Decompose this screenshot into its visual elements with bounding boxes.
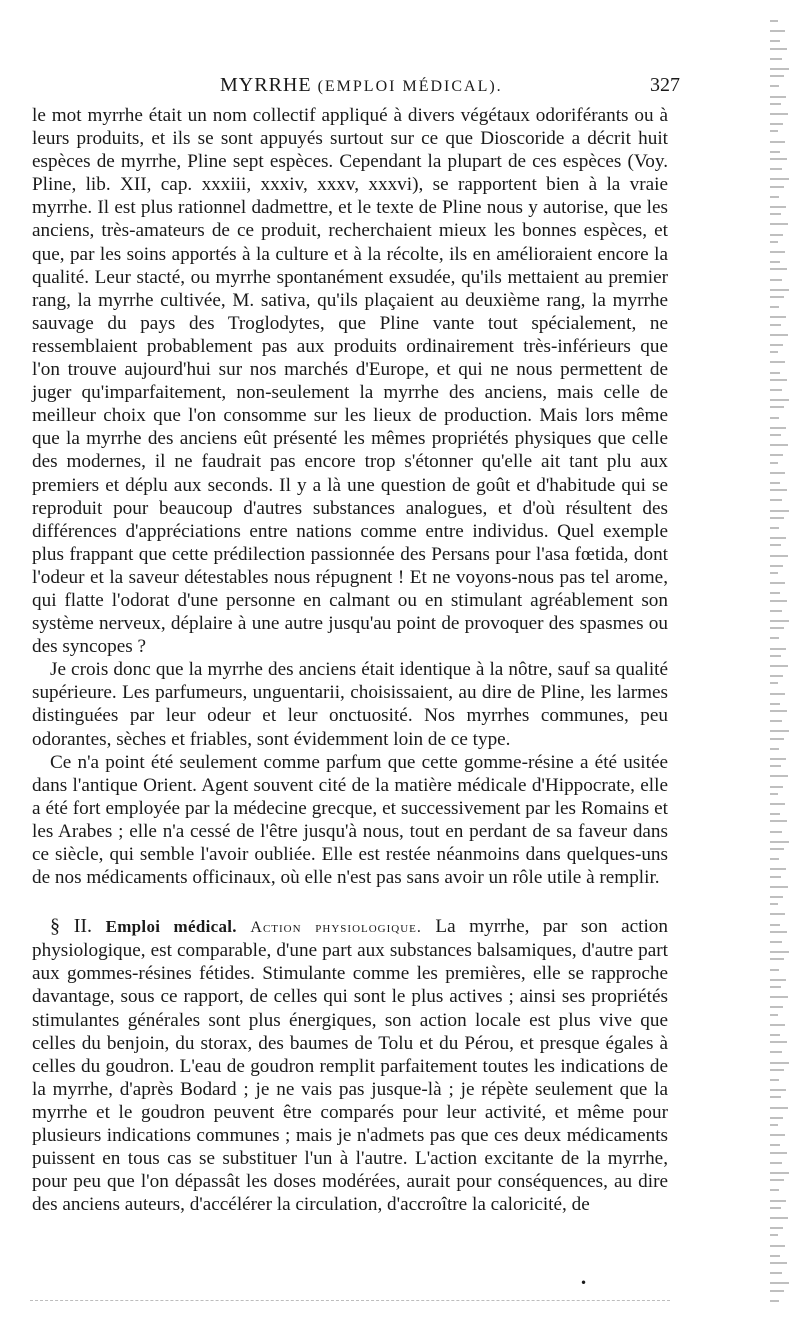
scan-tick <box>770 665 788 667</box>
scan-tick <box>770 858 779 860</box>
scan-tick <box>770 996 788 998</box>
scan-tick <box>770 537 786 539</box>
scan-tick <box>770 765 781 767</box>
scan-tick <box>770 389 782 391</box>
scan-tick <box>770 1262 787 1264</box>
scan-tick <box>770 592 780 594</box>
scan-tick <box>770 1179 784 1181</box>
scan-tick <box>770 565 783 567</box>
scan-tick <box>770 261 780 263</box>
scan-tick <box>770 793 778 795</box>
scan-tick <box>770 1290 784 1292</box>
scan-tick <box>770 1207 781 1209</box>
scan-tick <box>770 223 788 225</box>
scan-tick <box>770 555 788 557</box>
scan-tick <box>770 958 784 960</box>
scan-tick <box>770 1162 782 1164</box>
scan-tick <box>770 951 789 953</box>
scan-tick <box>770 903 778 905</box>
scan-tick <box>770 289 789 291</box>
scan-tick <box>770 1089 786 1091</box>
scan-tick <box>770 637 779 639</box>
scan-tick <box>770 510 789 512</box>
scan-tick <box>770 675 783 677</box>
scan-tick <box>770 730 789 732</box>
scan-bottom-line <box>30 1300 670 1303</box>
scan-tick <box>770 1300 779 1302</box>
scan-tick <box>770 1282 789 1284</box>
running-title <box>220 74 503 97</box>
scan-tick <box>770 48 787 50</box>
section-mark: § II. <box>50 915 93 938</box>
scan-tick <box>770 941 782 943</box>
scan-tick <box>770 703 780 705</box>
scan-tick <box>770 379 787 381</box>
scan-tick <box>770 1124 778 1126</box>
scan-tick <box>770 20 778 22</box>
scan-tick <box>770 351 778 353</box>
scan-tick <box>770 96 786 98</box>
scan-tick <box>770 296 784 298</box>
scan-tick <box>770 427 786 429</box>
scan-tick <box>770 306 779 308</box>
scan-tick <box>770 572 778 574</box>
scan-tick <box>770 868 786 870</box>
scan-tick <box>770 58 782 60</box>
page-number: 327 <box>650 74 680 96</box>
scan-tick <box>770 241 778 243</box>
scan-tick <box>770 324 781 326</box>
scan-tick <box>770 648 786 650</box>
scan-tick <box>770 1144 780 1146</box>
scan-tick <box>770 720 782 722</box>
scan-tick <box>770 316 786 318</box>
scan-tick <box>770 841 789 843</box>
scan-tick <box>770 803 785 805</box>
scan-tick <box>770 489 787 491</box>
scan-tick <box>770 103 781 105</box>
scan-tick <box>770 527 779 529</box>
footer-mark: • <box>580 1276 588 1290</box>
scan-tick <box>770 786 783 788</box>
scan-tick <box>770 876 781 878</box>
scan-tick <box>770 151 780 153</box>
running-title-main: MYRRHE <box>220 74 312 96</box>
scan-tick <box>770 896 783 898</box>
scan-tick <box>770 610 782 612</box>
scan-tick <box>770 1200 786 1202</box>
scan-tick <box>770 40 780 42</box>
scan-tick <box>770 206 786 208</box>
scan-tick <box>770 1234 778 1236</box>
scan-tick <box>770 913 785 915</box>
scan-tick <box>770 85 779 87</box>
section-title: Emploi médical. <box>105 917 237 937</box>
paragraph-3: Ce n'a point été seulement comme parfum que cette gomme-résine a été usitée dans l'antique Orient. Agent souvent cité de la matière médicale d'Hippocrate, elle a été fort employée par la médecine grecque, et successivement par les Romains et les Arabes ; elle n'a cessé de l'être jusqu'à nous, tout en perdant de sa faveur dans ce siècle, qui semble l'avoir oubliée. Elle est restée néanmoins dans quelques-uns de nos médicaments officinaux, où elle n'est pas sans avoir un rôle utile à remplir. <box>32 751 668 889</box>
scan-tick <box>770 1069 784 1071</box>
scan-tick <box>770 454 783 456</box>
running-title-paren: (EMPLOI MÉDICAL). <box>317 78 503 95</box>
scan-tick <box>770 158 787 160</box>
scan-tick <box>770 123 783 125</box>
scan-tick <box>770 399 789 401</box>
scan-tick <box>770 251 785 253</box>
scan-tick <box>770 1006 783 1008</box>
scan-tick <box>770 1034 780 1036</box>
scan-tick <box>770 1217 788 1219</box>
scan-tick <box>770 1245 785 1247</box>
scan-tick <box>770 1062 789 1064</box>
scan-tick <box>770 1272 782 1274</box>
scan-tick <box>770 417 779 419</box>
scan-tick <box>770 1227 783 1229</box>
scan-tick <box>770 582 785 584</box>
scan-tick <box>770 813 780 815</box>
scan-tick <box>770 544 781 546</box>
scan-tick <box>770 710 787 712</box>
scan-tick <box>770 499 782 501</box>
scan-tick <box>770 1079 779 1081</box>
paragraph-2: Je crois donc que la myrrhe des anciens était identique à la nôtre, sauf sa qualité supérieure. Les parfumeurs, unguentarii, choisissaient, au dire de Pline, les larmes distinguées par leur odeur et leur onctuosité. Nos myrrhes communes, peu odorantes, sèches et friables, sont évidemment loin de ce type. <box>32 659 668 750</box>
scan-tick <box>770 931 787 933</box>
scan-tick <box>770 196 779 198</box>
scan-tick <box>770 406 784 408</box>
scan-tick <box>770 758 786 760</box>
scan-margin-strip <box>766 20 792 1310</box>
scan-tick <box>770 693 785 695</box>
scan-tick <box>770 1014 778 1016</box>
scan-tick <box>770 986 781 988</box>
section-subtitle: Action physiologique. <box>250 919 422 937</box>
scan-tick <box>770 1096 781 1098</box>
scan-tick <box>770 130 778 132</box>
scan-tick <box>770 279 782 281</box>
scan-tick <box>770 234 783 236</box>
scan-tick <box>770 361 785 363</box>
scan-tick <box>770 1172 789 1174</box>
scan-tick <box>770 682 778 684</box>
scan-tick <box>770 141 785 143</box>
scan-tick <box>770 186 784 188</box>
scan-tick <box>770 1255 780 1257</box>
scan-tick <box>770 334 788 336</box>
scan-tick <box>770 434 781 436</box>
paragraph-1: le mot myrrhe était un nom collectif appliqué à divers végétaux odoriférants ou à leurs produits, et ils se sont appuyés surtout sur ce que Dioscoride a décrit huit espèces de myrrhe, Pline sept espèces. Cependant la plupart de ces espèces (Voy. Pline, lib. XII, cap. xxxiii, xxxiv, xxxv, xxxvi), se rapportent bien à la vraie myrrhe. Il est plus rationnel dadmettre, et le texte de Pline nous y autorise, que les anciens, très-amateurs de ce produit, recherchaient mieux les bonnes espèces, et que, par les soins apportés à la culture et à la récolte, ils en amélioraient encore la qualité. Leur stacté, ou myrrhe spontanément exsudée, qu'ils mettaient au premier rang, la myrrhe cultivée, M. sativa, qu'ils plaçaient au deuxième rang, la myrrhe sauvage du pays des Troglodytes, que Pline vante tout spécialement, ne ressemblaient probablement pas aux produits ordinairement très-inférieurs que l'on trouve aujourd'hui sur nos marchés d'Europe, et qui ne nous permettent de juger qu'imparfaitement, non-seulement la myrrhe des anciens, mais celle de meilleur choix que l'on consomme sur les lieux de production. Mais lors même que la myrrhe des anciens eût présenté les mêmes propriétés physiques que celle des modernes, il ne faudrait pas encore trop s'étonner qu'elle ait tant plu aux premiers et déplu aux seconds. Il y a là une question de goût et d'habitude qui se reproduit pour beaucoup d'autres substances analogues, et d'où résultent des différences d'appréciations entre nations comme entre individus. Quel exemple plus frappant que cette prédilection passionnée des Persans pour l'asa fœtida, dont l'odeur et la saveur détestables nous répugnent ! Et ne voyons-nous pas tel arome, qui flatte l'odorat d'une personne en calmant ou en stimulant agréablement son système nerveux, déplaire à une autre jusqu'au point de provoquer des spasmes ou des syncopes ? <box>32 105 668 658</box>
scan-tick <box>770 886 788 888</box>
scan-tick <box>770 268 787 270</box>
scan-tick <box>770 627 784 629</box>
scan-tick <box>770 1051 782 1053</box>
scan-tick <box>770 748 779 750</box>
scan-tick <box>770 1134 785 1136</box>
scan-tick <box>770 924 780 926</box>
scan-tick <box>770 482 780 484</box>
scan-tick <box>770 620 789 622</box>
body-text <box>32 104 668 1216</box>
scan-tick <box>770 831 782 833</box>
scan-tick <box>770 517 784 519</box>
scan-tick <box>770 1152 787 1154</box>
scan-tick <box>770 372 780 374</box>
scan-tick <box>770 969 779 971</box>
section-paragraph <box>32 915 668 1216</box>
scan-tick <box>770 462 778 464</box>
scan-tick <box>770 68 789 70</box>
scan-tick <box>770 600 787 602</box>
scan-tick <box>770 472 785 474</box>
scan-tick <box>770 213 781 215</box>
scan-tick <box>770 1041 787 1043</box>
scan-tick <box>770 1107 788 1109</box>
scan-tick <box>770 775 788 777</box>
section-gap <box>32 889 668 915</box>
scan-tick <box>770 444 788 446</box>
scan-tick <box>770 848 784 850</box>
scan-tick <box>770 1024 785 1026</box>
scan-tick <box>770 178 789 180</box>
scan-tick <box>770 168 782 170</box>
scan-tick <box>770 738 784 740</box>
scan-tick <box>770 30 785 32</box>
scan-tick <box>770 655 781 657</box>
scan-tick <box>770 344 783 346</box>
section-text: La myrrhe, par son action physiologique, est comparable, d'une part aux substances balsamiques, d'autre part aux gommes-résines fétides. Stimulante comme les premières, elle se rapproche davantage, sous ce rapport, de celles qui sont le plus actives ; ainsi ses propriétés stimulantes générales sont plus énergiques, son action locale est plus vive que celles du benjoin, du storax, des baumes de Tolu et du Pérou, et presque égales à celles du goudron. L'eau de goudron remplit parfaitement toutes les indications de la myrrhe, d'après Bodard ; je ne vais pas jusque-là ; je répète seulement que la myrrhe et le goudron peuvent être comparés pour leur activité, et même pour plusieurs indications communes ; mais je n'admets pas que ces deux médicaments puissent en tous cas se substituer l'un à l'autre. L'action excitante de la myrrhe, pour peu que l'on dépassât les doses modérées, aurait pour conséquences, au dire des anciens auteurs, d'accélérer la circulation, d'accroître la caloricité, de <box>32 916 668 1216</box>
scan-tick <box>770 1189 779 1191</box>
scan-tick <box>770 113 788 115</box>
scan-tick <box>770 75 784 77</box>
running-header <box>60 74 680 102</box>
scan-tick <box>770 820 787 822</box>
scan-tick <box>770 979 786 981</box>
scan-tick <box>770 1117 783 1119</box>
